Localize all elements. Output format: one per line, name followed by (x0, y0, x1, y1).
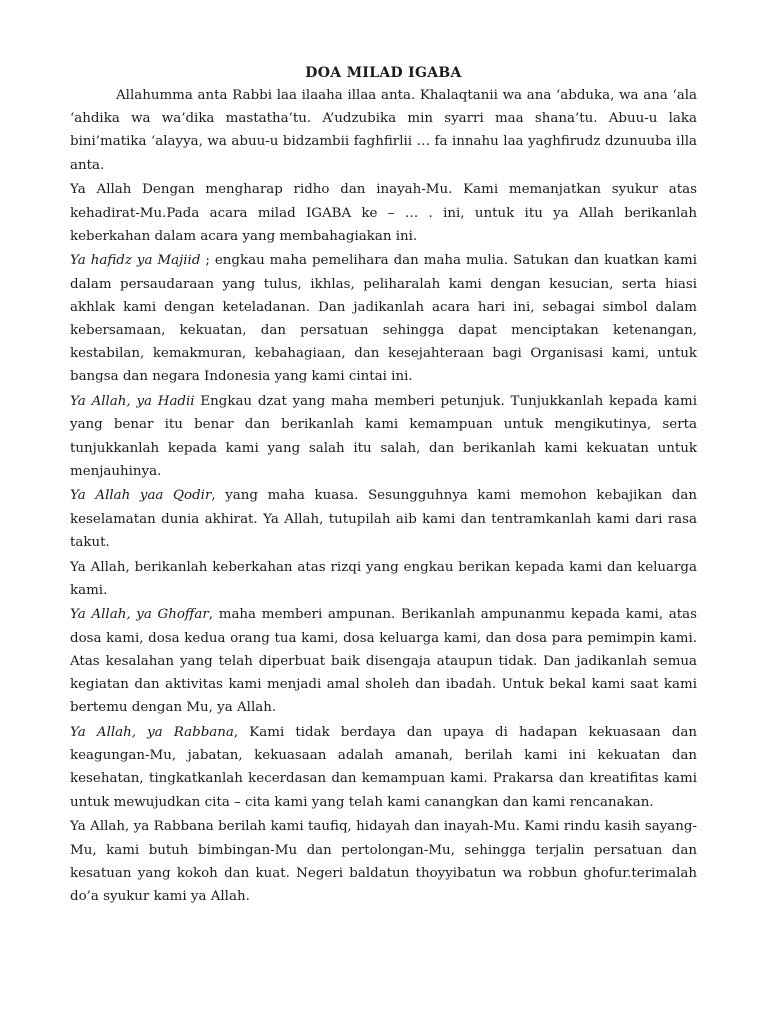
paragraph-lead-italic: Ya hafidz ya Majiid (70, 253, 201, 269)
paragraph-9 (70, 815, 697, 908)
paragraph-text: Allahumma anta Rabbi laa ilaaha illaa anta. Khalaqtanii wa ana ‘abduka, wa ana ‘ala ‘ahdika wa wa’dika mastatha’tu. A’udzubika min syarri maa shana’tu. Abuu-u laka bini’matika ‘alayya, wa abuu-u bidzambii faghfirlii … fa innahu laa yaghfirudz dzunuuba illa anta. (70, 88, 697, 173)
paragraph-8 (70, 721, 697, 814)
paragraph-lead-italic: Ya Allah yaa Qodir (70, 488, 212, 504)
document-title: DOA MILAD IGABA (305, 65, 462, 81)
paragraph-lead-italic: Ya Allah, ya Rabbana (70, 724, 234, 740)
paragraph-text: , Kami tidak berdaya dan upaya di hadapan kekuasaan dan keagungan-Mu, jabatan, kekuasaan adalah amanah, berilah kami ini kekuatan dan kesehatan, tingkatkanlah kecerdasan dan kemampuan kami. Prakarsa dan kreatifitas kami untuk mewujudkan cita – cita kami yang telah kami canangkan dan kami rencanakan. (70, 724, 697, 810)
paragraph-text: Ya Allah, ya Rabbana berilah kami taufiq, hidayah dan inayah-Mu. Kami rindu kasih sayang-Mu, kami butuh bimbingan-Mu dan pertolongan-Mu, sehingga terjalin persatuan dan kesatuan yang kokoh dan kuat. Negeri baldatun thoyyibatun wa robbun ghofur.terimalah do’a syukur kami ya Allah. (70, 819, 697, 904)
paragraph-lead-italic: Ya Allah, ya Hadii (70, 394, 195, 410)
paragraph-text: Ya Allah Dengan mengharap ridho dan inayah-Mu. Kami memanjatkan syukur atas kehadirat-Mu.Pada acara milad IGABA ke – … . ini, untuk itu ya Allah berikanlah keberkahan dalam acara yang membahagiakan ini. (70, 182, 697, 244)
paragraph-text: ; engkau maha pemelihara dan maha mulia. Satukan dan kuatkan kami dalam persaudaraan yang tulus, ikhlas, peliharalah kami dengan kesucian, serta hiasi akhlak kami dengan keteladanan. Dan jadikanlah acara hari ini, sebagai simbol dalam kebersamaan, kekuatan, dan persatuan sehingga dapat menciptakan ketenangan, kestabilan, kemakmuran, kebahagiaan, dan kesejahteraan bagi Organisasi kami, untuk bangsa dan negara Indonesia yang kami cintai ini. (70, 253, 697, 385)
paragraph-text: Ya Allah, berikanlah keberkahan atas rizqi yang engkau berikan kepada kami dan keluarga kami. (70, 559, 697, 598)
paragraph-7 (70, 603, 697, 719)
paragraph-text: , maha memberi ampunan. Berikanlah ampunanmu kepada kami, atas dosa kami, dosa kedua orang tua kami, dosa keluarga kami, dan dosa para pemimpin kami. Atas kesalahan yang telah diperbuat baik disengaja ataupun tidak. Dan jadikanlah semua kegiatan dan aktivitas kami menjadi amal sholeh dan ibadah. Untuk bekal kami saat kami bertemu dengan Mu, ya Allah. (70, 607, 697, 716)
paragraph-4 (70, 390, 697, 483)
paragraph-text: Engkau dzat yang maha memberi petunjuk. Tunjukkanlah kepada kami yang benar itu benar dan berikanlah kami kemampuan untuk mengikutinya, serta tunjukkanlah kepada kami yang salah itu salah, dan berikanlah kami kekuatan untuk menjauhinya. (70, 394, 697, 479)
paragraph-3 (70, 249, 697, 388)
paragraph-1 (70, 84, 697, 177)
document-page (70, 62, 697, 910)
paragraph-6 (70, 556, 697, 602)
paragraph-5 (70, 484, 697, 554)
paragraph-lead-italic: Ya Allah, ya Ghoffar (70, 607, 209, 623)
paragraph-2 (70, 178, 697, 248)
paragraph-text: , yang maha kuasa. Sesungguhnya kami memohon kebajikan dan keselamatan dunia akhirat. Ya Allah, tutupilah aib kami dan tentramkanlah kami dari rasa takut. (70, 488, 697, 550)
